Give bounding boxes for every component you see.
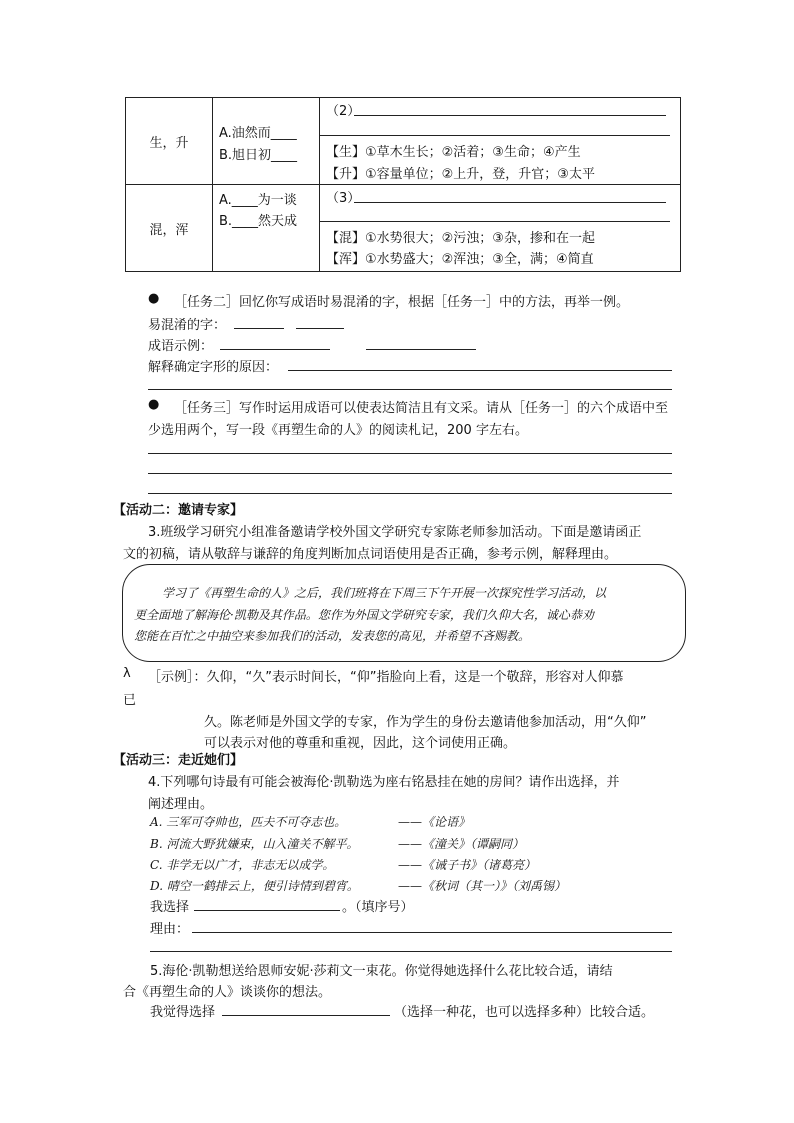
answer-blank[interactable]: [354, 202, 666, 203]
letter-text: 更全面地了解海伦·凯勒及其作品。您作为外国文学研究专家，我们久仰大名，诚心恭劝: [134, 608, 594, 622]
definition: 【混】①水势很大；②污浊；③杂，掺和在一起: [326, 231, 595, 246]
definition: 【生】①草木生长；②活着；③生命；④产生: [326, 145, 581, 160]
table-chars: 生，升: [149, 135, 189, 151]
bullet-icon: ●: [148, 291, 160, 306]
definition: 【升】①容量单位；②上升，登，升官；③太平: [326, 167, 595, 182]
blank-reason[interactable]: [148, 389, 672, 390]
question-3: 3.班级学习研究小组准备邀请学校外国文学研究专家陈老师参加活动。下面是邀请函正: [148, 525, 642, 540]
question-3: 文的初稿，请从敬辞与谦辞的角度判断加点词语使用是否正确，参考示例，解释理由。: [123, 547, 618, 562]
answer-number: （3）: [326, 191, 361, 206]
blank-reason[interactable]: [288, 370, 672, 371]
option-text: D. 晴空一鹤排云上，便引诗情到碧宵。: [150, 879, 359, 893]
option-text: C. 非学无以广才，非志无以成学。: [150, 858, 335, 872]
blank-char-1[interactable]: [234, 328, 284, 329]
option-source: ——《诫子书》（诸葛亮）: [398, 858, 537, 872]
letter-text: 学习了《再塑生命的人》之后，我们班将在下周三下午开展一次探究性学习活动，以: [162, 586, 607, 600]
question-5: 合《再塑生命的人》谈谈你的想法。: [123, 985, 332, 1000]
activity3-heading: 【活动三：走近她们】: [113, 753, 244, 768]
answer-blank[interactable]: [320, 135, 670, 136]
blank-idiom-2[interactable]: [366, 349, 476, 350]
choice-label: 我选择: [150, 900, 190, 915]
option-text: B. 河流大野犹嫌束，山入潼关不解平。: [150, 837, 359, 851]
table-answer-cell: [320, 98, 681, 185]
answer-blank[interactable]: [320, 221, 670, 222]
bullet-icon: ●: [148, 397, 160, 412]
table-options-cell: [213, 185, 320, 272]
option-b: B.____然天成: [219, 214, 298, 229]
table-chars: 混，浑: [149, 222, 189, 238]
option-a: A.____为一谈: [219, 193, 297, 208]
choice-blank[interactable]: [194, 910, 340, 911]
reason-label: 理由：: [150, 922, 190, 937]
definition: 【浑】①水势盛大；②浑浊；③全，满；④简直: [326, 252, 594, 267]
reason-blank[interactable]: [150, 951, 672, 952]
option-source: ——《论语》: [398, 815, 471, 829]
activity2-heading: 【活动二：邀请专家】: [113, 503, 244, 518]
question-4: 4.下列哪句诗最有可能会被海伦·凯勒选为座右铭悬挂在她的房间？请作出选择，并: [148, 775, 620, 790]
task3-text: 少选用两个，写一段《再塑生命的人》的阅读札记，200 字左右。: [148, 423, 528, 438]
label-idiom-example: 成语示例：: [148, 339, 214, 354]
flower-blank[interactable]: [222, 1015, 390, 1016]
writing-line[interactable]: [148, 473, 672, 474]
example-text: 已: [123, 693, 137, 708]
table-options-cell: [213, 98, 320, 185]
example-text: ［示例］：久仰，“久”表示时间长，“仰”指脸向上看，这是一个敬辞，形容对人仰慕: [148, 670, 624, 685]
q5-answer-hint: （选择一种花，也可以选择多种）比较合适。: [394, 1005, 655, 1020]
blank-char-2[interactable]: [296, 328, 344, 329]
example-text: 久。陈老师是外国文学的专家，作为学生的身份去邀请他参加活动，用“久仰”: [204, 715, 647, 730]
example-text: 可以表示对他的尊重和重视，因此，这个词使用正确。: [204, 736, 517, 751]
example-marker: λ: [123, 666, 131, 681]
option-source: ——《秋词（其一）》（刘禹锡）: [398, 879, 567, 893]
writing-line[interactable]: [148, 453, 672, 454]
label-confusable-chars: 易混淆的字：: [148, 318, 227, 333]
question-4: 阐述理由。: [148, 797, 214, 812]
idiom-table: [125, 97, 681, 272]
table-chars-cell: [126, 98, 213, 185]
table-row: [126, 98, 681, 185]
option-b: B.旭日初____: [219, 148, 298, 163]
writing-line[interactable]: [148, 493, 672, 494]
question-5: 5.海伦·凯勒想送给恩师安妮·莎莉文一束花。你觉得她选择什么花比较合适，请结: [150, 964, 613, 979]
table-chars-cell: [126, 185, 213, 272]
option-source: ——《潼关》（谭嗣同）: [398, 837, 525, 851]
q5-answer-label: 我觉得选择: [150, 1005, 216, 1020]
table-answer-cell: [320, 185, 681, 272]
option-text: A. 三军可夺帅也，匹夫不可夺志也。: [150, 815, 347, 829]
option-a: A.油然而____: [219, 126, 297, 141]
answer-number: （2）: [326, 104, 361, 119]
answer-blank[interactable]: [354, 115, 666, 116]
task2-text: ［任务二］回忆你写成语时易混淆的字，根据［任务一］中的方法，再举一例。: [174, 295, 630, 310]
blank-idiom-1[interactable]: [220, 349, 330, 350]
task3-text: ［任务三］写作时运用成语可以使表达简洁且有文采。请从［任务一］的六个成语中至: [174, 401, 669, 416]
label-reason: 解释确定字形的原因：: [148, 360, 279, 375]
table-row: [126, 185, 681, 272]
letter-text: 您能在百忙之中抽空来参加我们的活动，发表您的高见，并希望不吝赐教。: [134, 629, 531, 643]
choice-hint: 。（填序号）: [342, 900, 414, 915]
reason-blank[interactable]: [192, 932, 672, 933]
